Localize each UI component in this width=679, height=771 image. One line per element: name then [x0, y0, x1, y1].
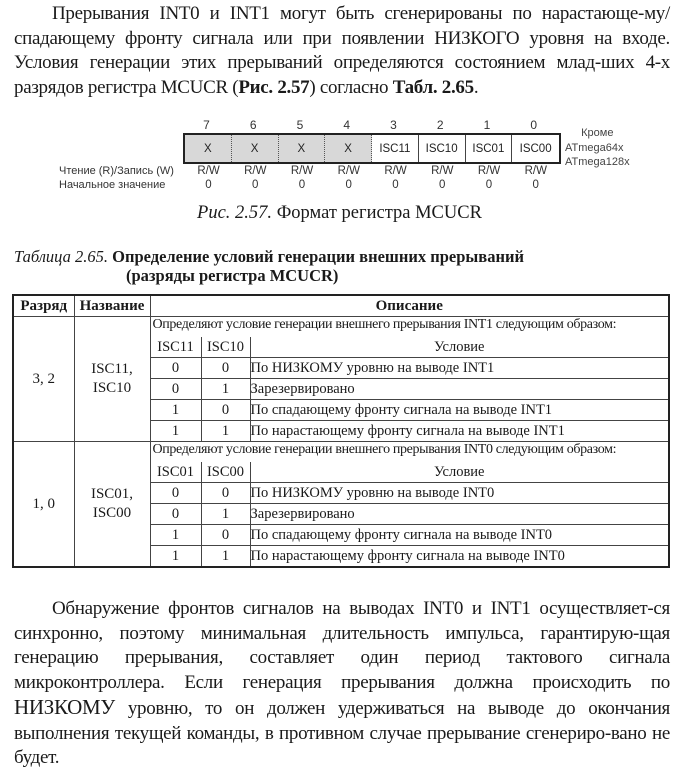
condition-text: По нарастающему фронту сигнала на выводе INT0: [250, 546, 668, 567]
init-value: 0: [532, 179, 539, 191]
figure-reference: Рис. 2.57: [238, 76, 310, 98]
bit-value: 1: [151, 546, 202, 567]
reserved-bit: X: [279, 135, 326, 162]
reserved-bit: X: [232, 135, 279, 162]
table-title-line2: (разряды регистра MCUCR): [126, 266, 339, 285]
name-line: ISC01,: [90, 486, 134, 502]
bits-cell: 1, 0: [13, 442, 74, 568]
condition-row: [151, 546, 669, 567]
bit-value: 0: [201, 483, 250, 504]
condition-row: [151, 400, 669, 421]
condition-subtable: [151, 462, 669, 566]
bit-value: 1: [201, 421, 250, 442]
rw-values: [183, 165, 559, 179]
bit-value: 1: [201, 546, 250, 567]
text: уровня на входе. Условия генерации этих прерываний определяются состоянием млад-ших 4-х разрядов регистра MCUCR (: [14, 27, 670, 98]
text: INT0: [159, 3, 200, 24]
sub-header: ISC11: [151, 337, 202, 358]
text: НИЗКОМУ: [14, 695, 115, 719]
intro-paragraph: [14, 2, 670, 100]
condition-text: По спадающему фронту сигнала на выводе INT0: [250, 525, 668, 546]
sub-header: ISC10: [201, 337, 250, 358]
reserved-bit: X: [185, 135, 232, 162]
bit-cell: ISC10: [419, 135, 466, 162]
bit-number: 5: [296, 118, 304, 132]
init-value: 0: [345, 179, 352, 191]
text: НИЗКОГО: [434, 27, 520, 49]
bit-number: 7: [203, 118, 210, 132]
init-value: 0: [485, 179, 493, 191]
sub-header: ISC01: [151, 462, 202, 483]
rw-value: R/W: [337, 165, 360, 177]
table-reference: Табл. 2.65: [392, 76, 474, 98]
condition-row: [151, 379, 669, 400]
bit-value: 0: [151, 379, 202, 400]
figure-caption: [0, 203, 679, 224]
condition-row: [151, 483, 669, 504]
note-line: ATmega64x: [565, 141, 624, 154]
name-line: ISC10: [92, 380, 132, 396]
sub-header: Условие: [250, 337, 668, 358]
subtable-header: [151, 462, 669, 483]
bits-cell: 3, 2: [13, 317, 74, 442]
text: могут быть сгенерированы по нарастающе-му/спадающему фронту сигнала или при появлении: [14, 3, 670, 49]
table-group-row: [13, 317, 669, 442]
condition-text: По НИЗКОМУ уровню на выводе INT1: [250, 358, 668, 379]
init-values: [183, 179, 559, 193]
header-description: Описание: [150, 295, 669, 317]
text: Прерывания: [52, 3, 160, 24]
bit-value: 0: [201, 400, 250, 421]
bit-cell: ISC00: [519, 142, 552, 155]
bit-value: 1: [151, 525, 202, 546]
table-label: Таблица 2.65.: [14, 247, 108, 266]
bit-value: 1: [151, 421, 202, 442]
rw-value: R/W: [431, 165, 454, 177]
register-note: [565, 126, 630, 170]
text: Обнаружение фронтов сигналов на выводах INT0 и INT1 осуществляет-ся синхронно, поэтому минимальная длительность импульса, гарантирую-щая генерацию прерывания, составляет один период тактового сигнала микроконтроллера. Если генерация прерывания должна происходить по: [14, 598, 670, 693]
bit-numbers: [183, 118, 559, 132]
condition-row: [151, 421, 669, 442]
init-value: 0: [205, 179, 212, 191]
sub-header: Условие: [250, 462, 668, 483]
name-cell: [74, 442, 150, 568]
description-cell: [150, 442, 669, 568]
table-title: Определение условий генерации внешних прерываний: [108, 247, 524, 266]
bit-value: 0: [151, 504, 202, 525]
name-line: ISC11,: [91, 361, 133, 377]
figure-title: Формат регистра MCUCR: [272, 203, 482, 223]
description-cell: [150, 317, 669, 442]
bit-number: 1: [483, 118, 491, 132]
condition-text: По спадающему фронту сигнала на выводе INT1: [250, 400, 668, 421]
init-value: 0: [252, 179, 259, 191]
bit-value: 1: [151, 400, 202, 421]
text: ) согласно: [309, 76, 393, 98]
rw-value: R/W: [197, 165, 220, 177]
condition-row: [151, 504, 669, 525]
rw-value: R/W: [244, 165, 267, 177]
closing-paragraph: [14, 597, 670, 771]
text: INT1: [229, 3, 270, 24]
header-bits: Разряд: [13, 295, 74, 317]
condition-subtable: [151, 337, 669, 441]
bit-number: 3: [390, 118, 397, 132]
bit-number: 4: [343, 118, 351, 132]
condition-row: [151, 525, 669, 546]
description-intro: Определяют условие генерации внешнего прерывания INT0 следующим образом:: [152, 442, 617, 457]
conditions-table: [12, 294, 670, 568]
figure-label: Рис. 2.57.: [197, 203, 273, 223]
text: уровню, то он должен удерживаться на выводе до окончания выполнения текущей команды, в противном случае прерывание сгенериро-вано не будет.: [14, 698, 670, 768]
sub-header: ISC00: [201, 462, 250, 483]
bit-value: 0: [151, 483, 202, 504]
reserved-bit: X: [325, 135, 372, 162]
condition-text: По нарастающему фронту сигнала на выводе INT1: [250, 421, 668, 442]
note-line: Кроме: [581, 127, 614, 139]
bit-value: 1: [201, 504, 250, 525]
condition-row: [151, 358, 669, 379]
bit-cell: ISC11: [372, 135, 419, 162]
bit-value: 0: [201, 525, 250, 546]
bit-number: 6: [249, 118, 257, 132]
bit-number: 0: [530, 118, 538, 132]
name-line: ISC00: [92, 505, 132, 521]
bit-value: 1: [201, 379, 250, 400]
table-caption: [14, 247, 524, 285]
rw-value: R/W: [477, 165, 501, 177]
init-value: 0: [392, 179, 399, 191]
condition-text: По НИЗКОМУ уровню на выводе INT0: [250, 483, 668, 504]
subtable-header: [151, 337, 669, 358]
condition-text: Зарезервировано: [250, 504, 668, 525]
header-name: Название: [74, 295, 150, 317]
init-label: Начальное значение: [59, 179, 166, 191]
bit-value: 0: [151, 358, 202, 379]
bit-cell: ISC01: [466, 135, 513, 162]
rw-value: R/W: [524, 165, 547, 177]
note-line: ATmega128x: [565, 156, 630, 168]
rw-label: Чтение (R)/Запись (W): [59, 165, 174, 177]
init-value: 0: [298, 179, 306, 191]
condition-text: Зарезервировано: [250, 379, 668, 400]
rw-value: R/W: [384, 165, 407, 177]
description-intro: Определяют условие генерации внешнего прерывания INT1 следующим образом:: [152, 317, 617, 332]
text: .: [473, 76, 479, 98]
register-box: [183, 133, 561, 164]
bit-number: 2: [436, 118, 444, 132]
text: и: [199, 3, 230, 24]
init-value: 0: [439, 179, 446, 191]
name-cell: [74, 317, 150, 442]
bit-value: 0: [201, 358, 250, 379]
table-group-row: [13, 442, 669, 568]
header-row: [13, 295, 669, 317]
rw-value: R/W: [290, 165, 314, 177]
